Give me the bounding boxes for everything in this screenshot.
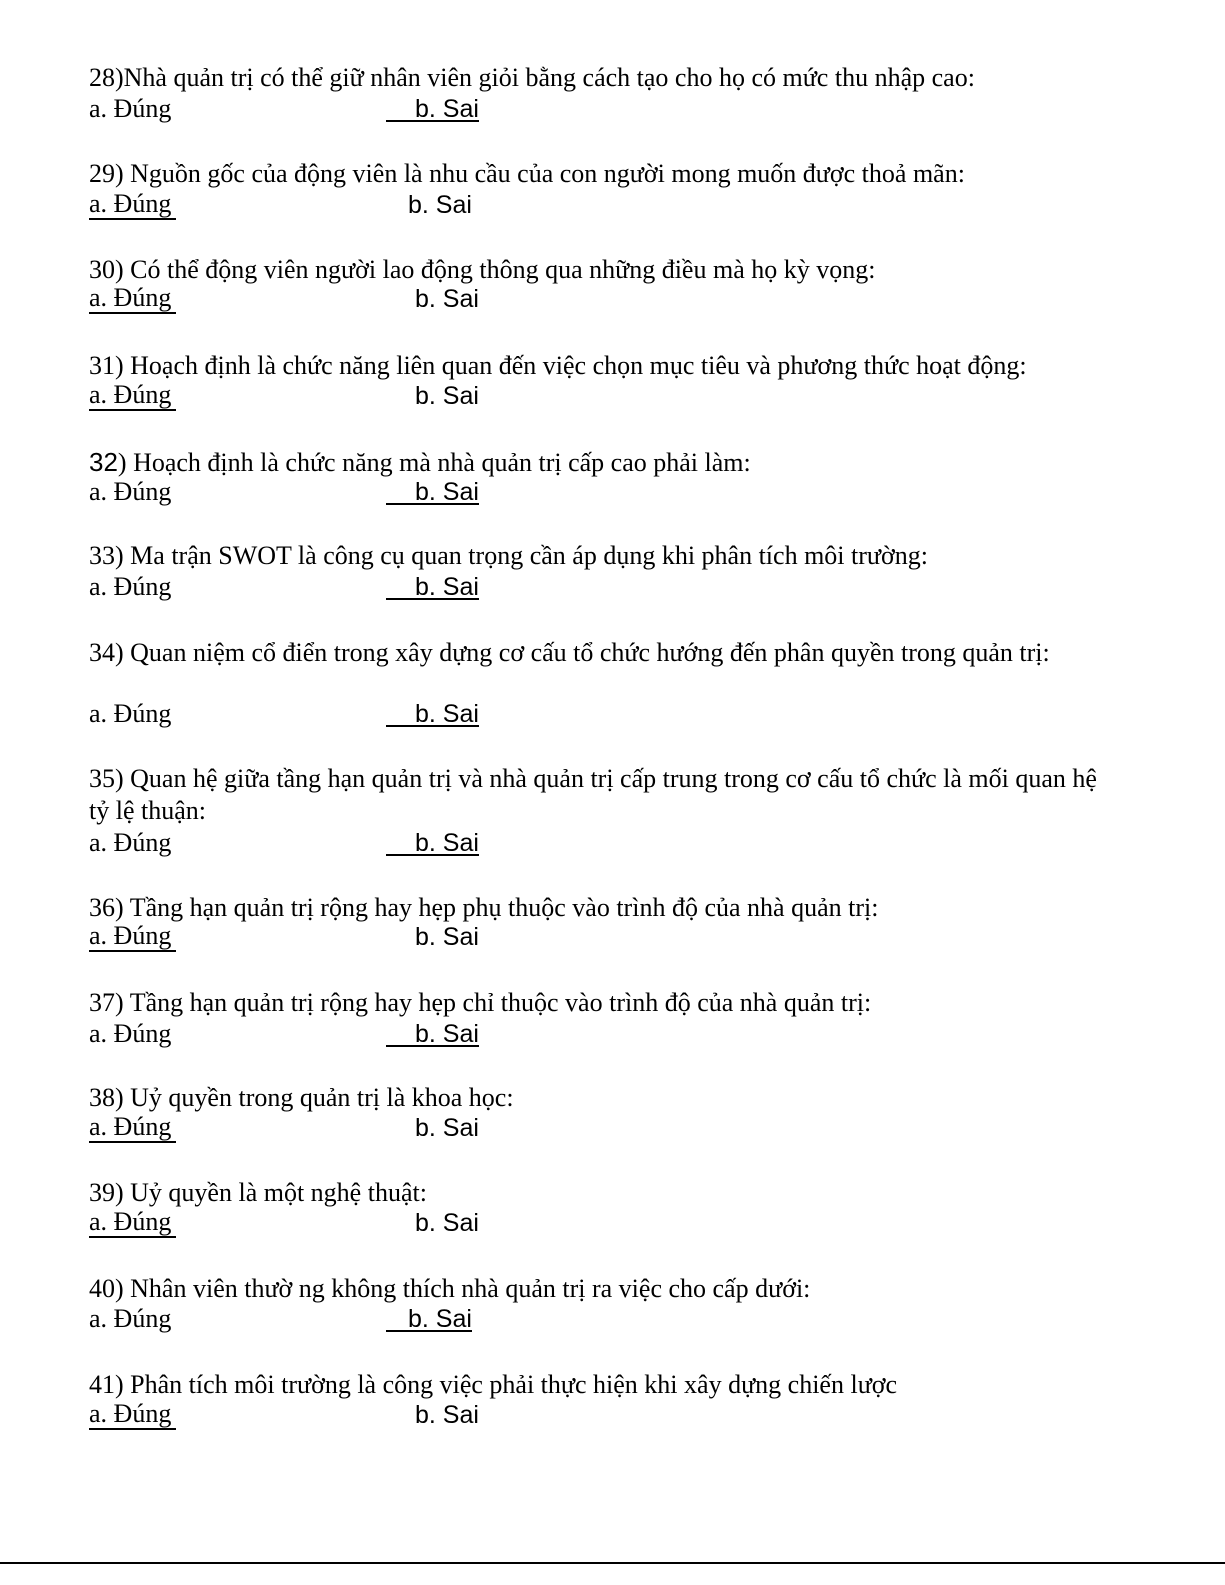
option-b-selected bbox=[386, 572, 479, 602]
question-text bbox=[89, 446, 1099, 479]
option-a: a. Đúng bbox=[89, 699, 172, 728]
option-b: b. Sai bbox=[408, 191, 472, 219]
option-a-selected: a. Đúng bbox=[89, 381, 176, 411]
question-number: 32 bbox=[89, 447, 118, 477]
option-b: b. Sai bbox=[415, 1209, 479, 1237]
option-a-selected: a. Đúng bbox=[89, 284, 176, 314]
question-text: 34) Quan niệm cổ điển trong xây dựng cơ cấu tổ chức hướng đến phân quyền trong quản trị: bbox=[89, 638, 1050, 667]
option-a: a. Đúng bbox=[89, 828, 172, 857]
question-text: 33) Ma trận SWOT là công cụ quan trọng cần áp dụng khi phân tích môi trường: bbox=[89, 541, 928, 570]
question-text: 40) Nhân viên thườ ng không thích nhà quản trị ra việc cho cấp dưới: bbox=[89, 1274, 811, 1303]
option-a: a. Đúng bbox=[89, 477, 172, 506]
question-body: ) Hoạch định là chức năng mà nhà quản trị cấp cao phải làm: bbox=[117, 448, 751, 477]
option-b-selected bbox=[386, 1019, 479, 1049]
question-text: 30) Có thể động viên người lao động thông qua những điều mà họ kỳ vọng: bbox=[89, 255, 876, 284]
answer-underline bbox=[386, 94, 415, 122]
question-text: 35) Quan hệ giữa tầng hạn quản trị và nhà quản trị cấp trung trong cơ cấu tổ chức là mối quan hệ tỷ lệ thuận: bbox=[89, 764, 1097, 825]
option-b: b. Sai bbox=[415, 923, 479, 951]
option-a-selected: a. Đúng bbox=[89, 1400, 176, 1430]
option-a-selected: a. Đúng bbox=[89, 190, 176, 220]
question-text: 29) Nguồn gốc của động viên là nhu cầu của con người mong muốn được thoả mãn: bbox=[89, 159, 965, 188]
question-text: 39) Uỷ quyền là một nghệ thuật: bbox=[89, 1178, 427, 1207]
option-b-label: b. Sai bbox=[415, 573, 479, 601]
option-b-selected bbox=[386, 699, 479, 729]
option-a-selected: a. Đúng bbox=[89, 1208, 176, 1238]
question-text: 31) Hoạch định là chức năng liên quan đến việc chọn mục tiêu và phương thức hoạt động: bbox=[89, 351, 1027, 380]
option-b-selected bbox=[386, 828, 479, 858]
question-text: 37) Tầng hạn quản trị rộng hay hẹp chỉ thuộc vào trình độ của nhà quản trị: bbox=[89, 988, 872, 1017]
answer-underline bbox=[386, 1019, 415, 1047]
answer-underline bbox=[386, 477, 415, 505]
option-b: b. Sai bbox=[415, 1114, 479, 1142]
option-a: a. Đúng bbox=[89, 94, 172, 123]
option-b-selected bbox=[386, 477, 479, 507]
option-b-label: b. Sai bbox=[415, 1020, 479, 1048]
option-a: a. Đúng bbox=[89, 572, 172, 601]
answer-underline bbox=[386, 699, 415, 727]
option-a-selected: a. Đúng bbox=[89, 922, 176, 952]
answer-underline bbox=[386, 1304, 408, 1332]
answer-underline bbox=[386, 572, 415, 600]
option-b-label: b. Sai bbox=[408, 1305, 472, 1333]
option-b: b. Sai bbox=[415, 1401, 479, 1429]
question-text: 38) Uỷ quyền trong quản trị là khoa học: bbox=[89, 1083, 514, 1112]
option-b-label: b. Sai bbox=[415, 700, 479, 728]
option-b-label: b. Sai bbox=[415, 95, 479, 123]
option-b-selected bbox=[386, 94, 479, 124]
answer-underline bbox=[386, 828, 415, 856]
option-a: a. Đúng bbox=[89, 1019, 172, 1048]
option-b: b. Sai bbox=[415, 382, 479, 410]
option-b-label: b. Sai bbox=[415, 829, 479, 857]
question-text: 28)Nhà quản trị có thể giữ nhân viên giỏi bằng cách tạo cho họ có mức thu nhập cao: bbox=[89, 63, 975, 92]
option-a-selected: a. Đúng bbox=[89, 1113, 176, 1143]
option-b-selected bbox=[386, 1304, 472, 1334]
question-text: 41) Phân tích môi trường là công việc phải thực hiện khi xây dựng chiến lược bbox=[89, 1370, 898, 1399]
option-b-label: b. Sai bbox=[415, 478, 479, 506]
option-b: b. Sai bbox=[415, 285, 479, 313]
option-a: a. Đúng bbox=[89, 1304, 172, 1333]
page-bottom-rule bbox=[0, 1562, 1225, 1564]
question-text: 36) Tầng hạn quản trị rộng hay hẹp phụ thuộc vào trình độ của nhà quản trị: bbox=[89, 893, 879, 922]
